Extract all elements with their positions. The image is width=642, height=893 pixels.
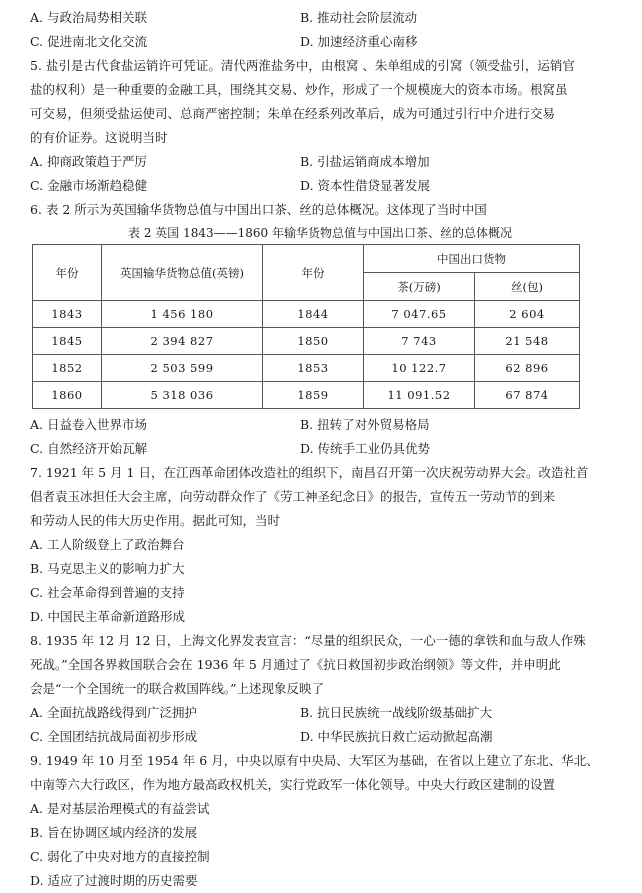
question-7 — [30, 461, 610, 629]
q5-option-b: B. 引盐运销商成本增加 — [300, 154, 430, 169]
cell-year-1: 1852 — [33, 355, 102, 382]
q5-stem-line: 可交易，但须受盐运使司、总商严密控制；朱单在经系列改革后，成为可通过引行中介进行交易 — [30, 106, 556, 121]
q5-stem-line: 盐的权利）是一种重要的金融工具，围绕其交易、炒作，形成了一个规模庞大的资本市场。根窝虽 — [30, 82, 568, 97]
q9-stem-line: 9. 1949 年 10 月至 1954 年 6 月，中央以原有中央局、大军区为基础，在省以上建立了东北、华北、 — [30, 753, 599, 768]
cell-silk: 2 604 — [475, 301, 580, 328]
header-export-value: 英国输华货物总值(英镑) — [102, 245, 263, 301]
q7-option-c: C. 社会革命得到普遍的支持 — [30, 585, 185, 600]
q6-option-c: C. 自然经济开始瓦解 — [30, 441, 148, 456]
header-tea: 茶(万磅) — [364, 273, 475, 301]
q7-stem-line: 7. 1921 年 5 月 1 日，在江西革命团体改造社的组织下，南昌召开第一次庆祝劳动界大会。改造社首 — [30, 465, 589, 480]
q7-option-a: A. 工人阶级登上了政治舞台 — [30, 537, 185, 552]
cell-year-2: 1850 — [263, 328, 364, 355]
q8-stem-line: 会是“一个全国统一的联合救国阵线。”上述现象反映了 — [30, 681, 325, 696]
table-caption: 表 2 英国 1843——1860 年输华货物总值与中国出口茶、丝的总体概况 — [128, 226, 512, 240]
q8-stem-line: 死战。”全国各界救国联合会在 1936 年 5 月通过了《抗日救国初步政治纲领》等文件，并申明此 — [30, 657, 561, 672]
cell-value: 1 456 180 — [102, 301, 263, 328]
q5-stem-line: 5. 盐引是古代食盐运销许可凭证。清代两淮盐务中，由根窝 、朱单组成的引窝（领受盐引，运销官 — [30, 58, 575, 73]
q8-options-row-1 — [30, 701, 610, 725]
q8-option-a: A. 全面抗战路线得到广泛拥护 — [30, 705, 197, 720]
q5-option-c: C. 金融市场渐趋稳健 — [30, 178, 148, 193]
question-9 — [30, 749, 610, 893]
q6-options-row-1 — [30, 413, 610, 437]
cell-tea: 7 047.65 — [364, 301, 475, 328]
q4-options-row-2 — [30, 30, 610, 54]
option-c: C. 促进南北文化交流 — [30, 34, 148, 49]
q8-option-b: B. 抗日民族统一战线阶级基础扩大 — [300, 705, 493, 720]
q6-stem: 6. 表 2 所示为英国输华货物总值与中国出口茶、丝的总体概况。这体现了当时中国 — [30, 202, 487, 217]
cell-tea: 7 743 — [364, 328, 475, 355]
cell-value: 5 318 036 — [102, 382, 263, 409]
option-a: A. 与政治局势相关联 — [30, 10, 147, 25]
cell-year-2: 1853 — [263, 355, 364, 382]
question-6 — [30, 198, 610, 461]
header-year-2: 年份 — [263, 245, 364, 301]
cell-year-1: 1845 — [33, 328, 102, 355]
cell-year-1: 1843 — [33, 301, 102, 328]
table-row — [33, 382, 580, 409]
q5-option-a: A. 抑商政策趋于严厉 — [30, 154, 147, 169]
q8-option-d: D. 中华民族抗日救亡运动掀起高潮 — [300, 729, 493, 744]
option-d: D. 加速经济重心南移 — [300, 34, 418, 49]
cell-year-1: 1860 — [33, 382, 102, 409]
cell-silk: 62 896 — [475, 355, 580, 382]
q9-option-c: C. 弱化了中央对地方的直接控制 — [30, 849, 210, 864]
cell-year-2: 1859 — [263, 382, 364, 409]
q4-options-row-1 — [30, 6, 610, 30]
q7-option-b: B. 马克思主义的影响力扩大 — [30, 561, 185, 576]
q9-option-b: B. 旨在协调区域内经济的发展 — [30, 825, 198, 840]
cell-value: 2 503 599 — [102, 355, 263, 382]
q5-options-row-1 — [30, 150, 610, 174]
q5-option-d: D. 资本性借贷显著发展 — [300, 178, 431, 193]
trade-table — [32, 244, 580, 409]
cell-tea: 11 091.52 — [364, 382, 475, 409]
question-8 — [30, 629, 610, 749]
q9-option-a: A. 是对基层治理模式的有益尝试 — [30, 801, 210, 816]
q6-option-a: A. 日益卷入世界市场 — [30, 417, 147, 432]
q6-options-row-2 — [30, 437, 610, 461]
q5-options-row-2 — [30, 174, 610, 198]
q8-stem-line: 8. 1935 年 12 月 12 日，上海文化界发表宣言：“尽量的组织民众，一心一德的拿铁和血与敌人作殊 — [30, 633, 586, 648]
q9-stem-line: 中南等六大行政区，作为地方最高政权机关，实行党政军一体化领导。中央大行政区建制的设置 — [30, 777, 556, 792]
option-b: B. 推动社会阶层流动 — [300, 10, 418, 25]
cell-value: 2 394 827 — [102, 328, 263, 355]
q8-option-c: C. 全国团结抗战局面初步形成 — [30, 729, 198, 744]
q8-options-row-2 — [30, 725, 610, 749]
header-china-exports: 中国出口货物 — [364, 245, 580, 273]
cell-silk: 67 874 — [475, 382, 580, 409]
header-year-1: 年份 — [33, 245, 102, 301]
q7-stem-line: 倡者袁玉冰担任大会主席，向劳动群众作了《劳工神圣纪念日》的报告，宣传五一劳动节的到来 — [30, 489, 556, 504]
q7-stem-line: 和劳动人民的伟大历史作用。据此可知，当时 — [30, 513, 281, 528]
table-row — [33, 355, 580, 382]
table-row — [33, 328, 580, 355]
q7-option-d: D. 中国民主革命新道路形成 — [30, 609, 186, 624]
cell-tea: 10 122.7 — [364, 355, 475, 382]
cell-year-2: 1844 — [263, 301, 364, 328]
q9-option-d: D. 适应了过渡时期的历史需要 — [30, 873, 198, 888]
q6-option-b: B. 扭转了对外贸易格局 — [300, 417, 430, 432]
q6-option-d: D. 传统手工业仍具优势 — [300, 441, 431, 456]
question-5 — [30, 54, 610, 198]
cell-silk: 21 548 — [475, 328, 580, 355]
table-row — [33, 301, 580, 328]
q5-stem-line: 的有价证券。这说明当时 — [30, 130, 168, 145]
header-silk: 丝(包) — [475, 273, 580, 301]
